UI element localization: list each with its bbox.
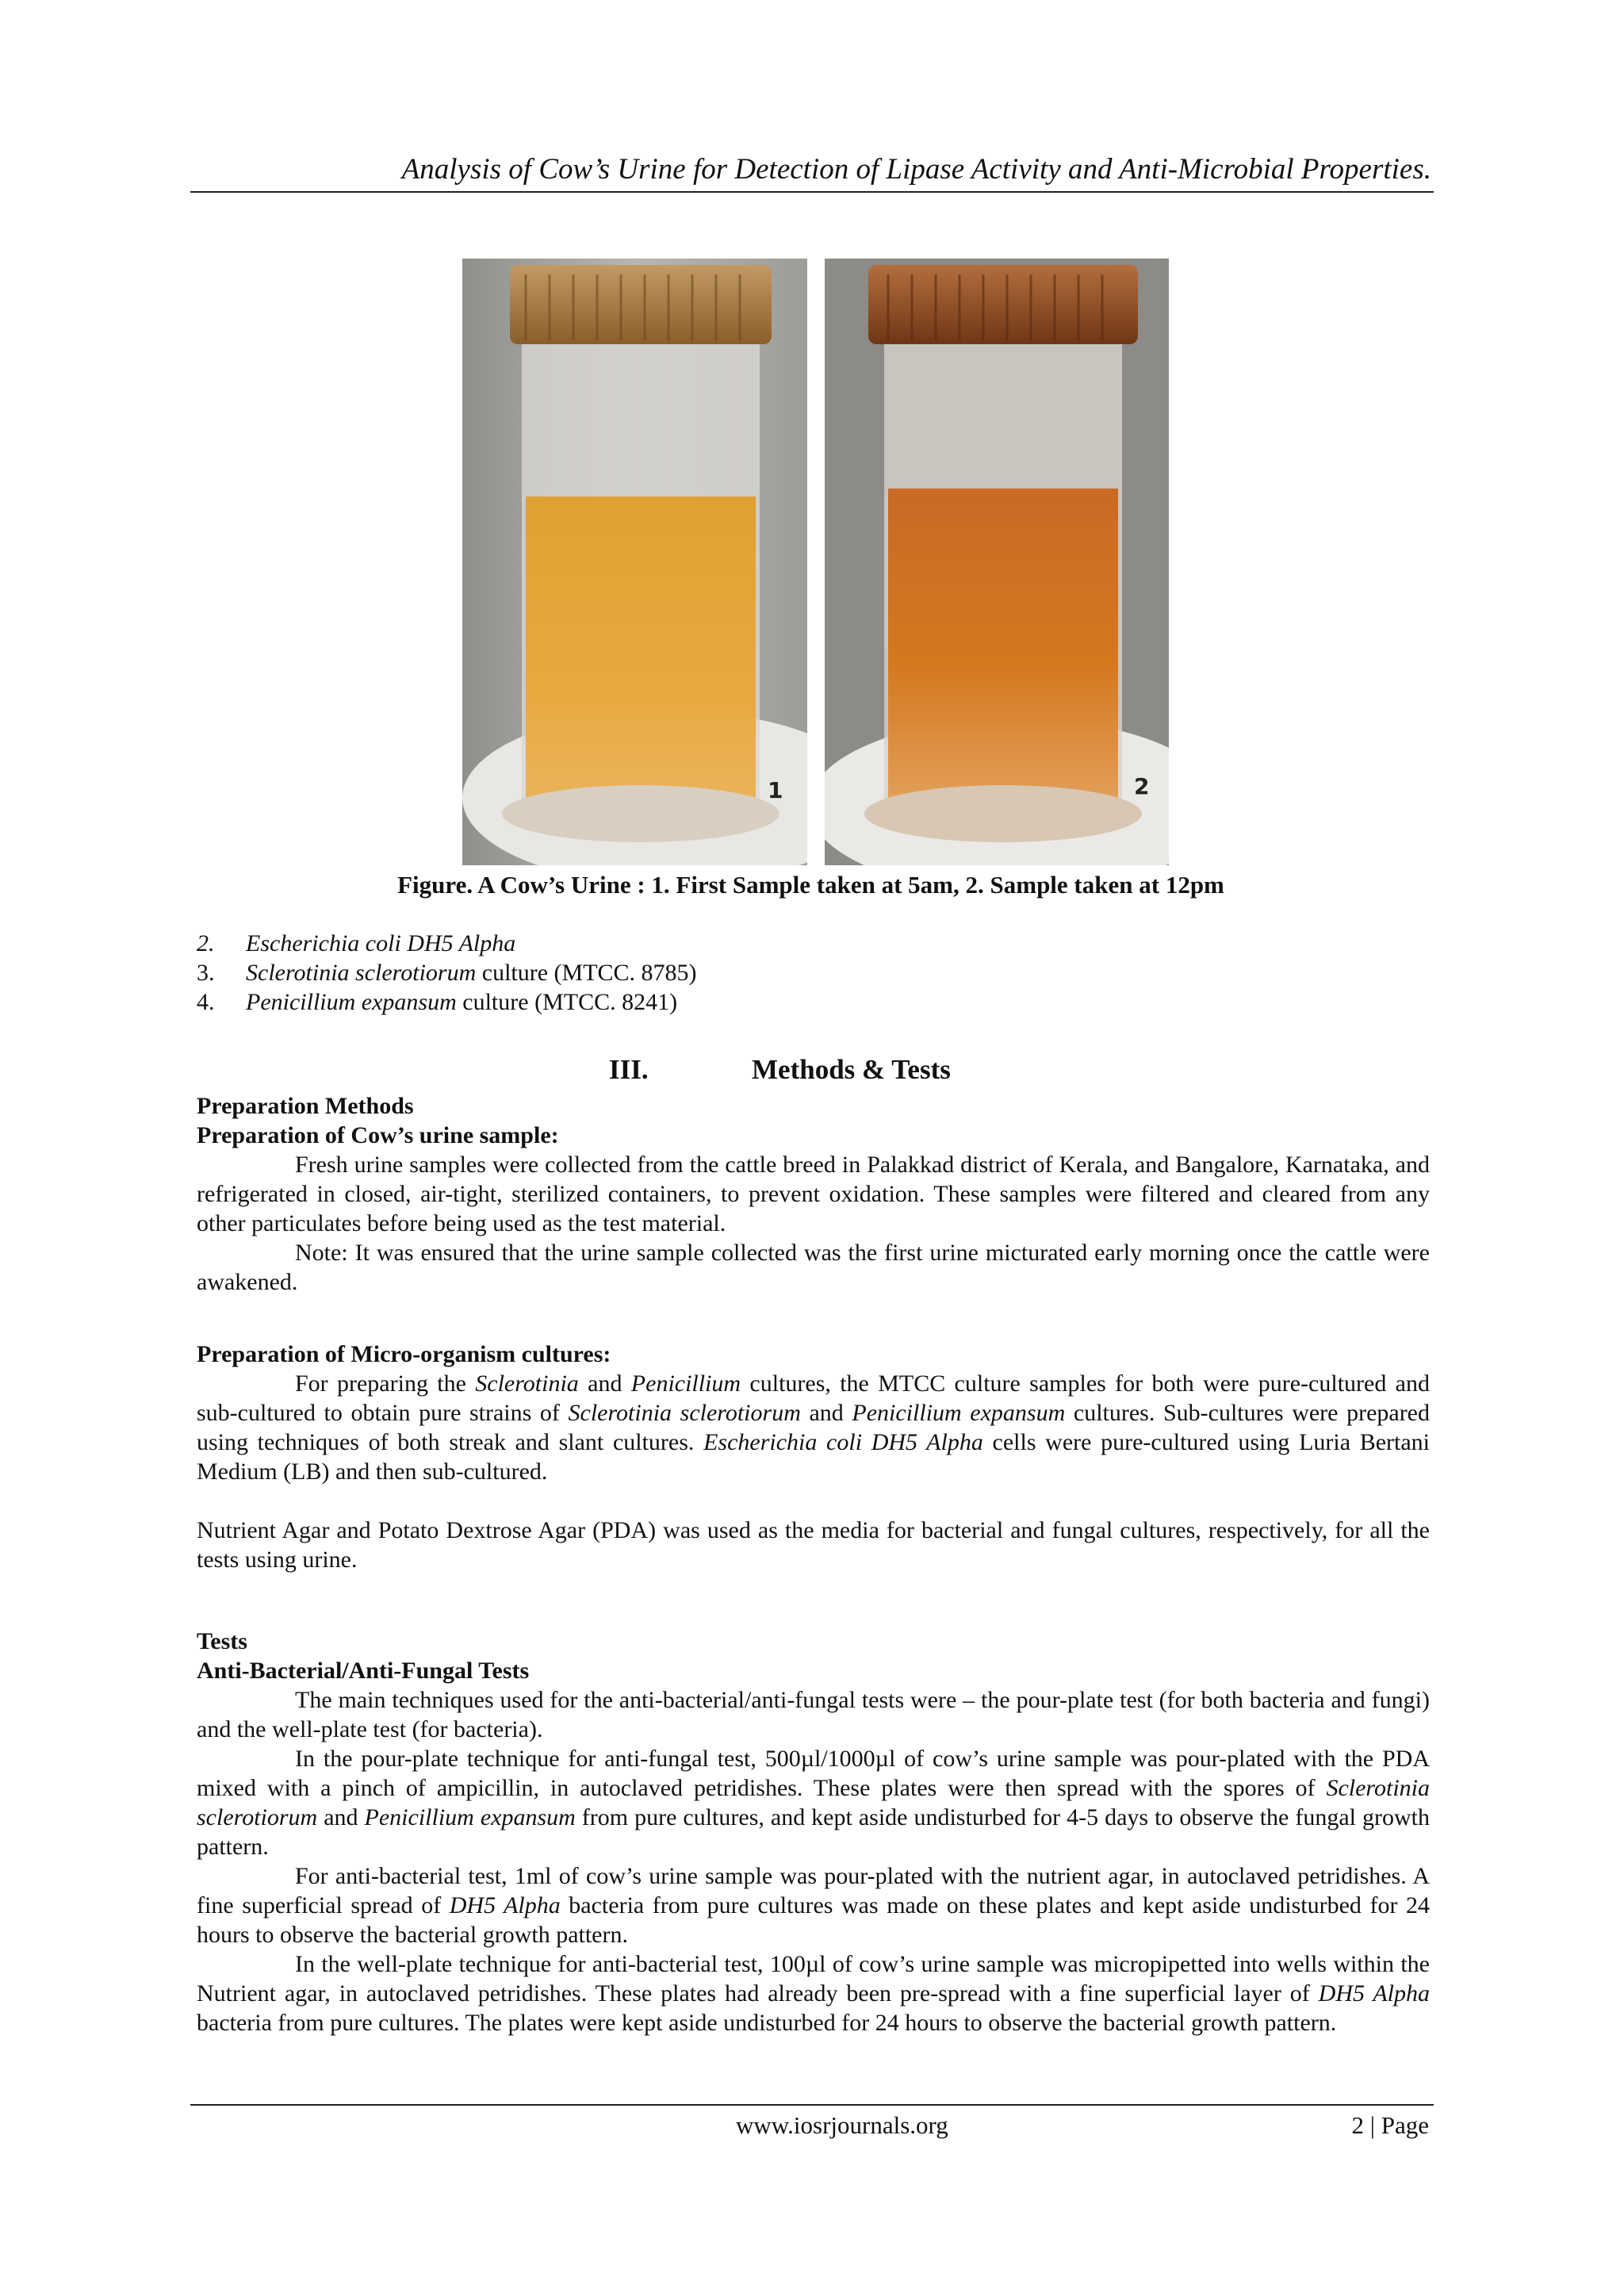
subheading-cultures: Preparation of Micro-organism cultures:	[197, 1341, 611, 1367]
section-number: III.	[609, 1054, 649, 1085]
list-item: 2. Escherichia coli DH5 Alpha	[197, 930, 516, 956]
materials-list	[197, 929, 697, 1017]
note-paragraph: Note: It was ensured that the urine sample collected was the first urine micturated early morning once the cattle were awakened.	[197, 1240, 1430, 1295]
paragraph: For preparing the Sclerotinia and Penicillium cultures, the MTCC culture samples for both were pure-cultured and sub-cultured to obtain pure strains of Sclerotinia sclerotiorum and Penicillium expansum cultures. Sub-cultures were prepared using techniques of both streak and slant cultures. Escherichia coli DH5 Alpha cells were pure-cultured using Luria Bertani Medium (LB) and then sub-cultured.	[197, 1370, 1431, 1485]
paragraph: The main techniques used for the anti-bacterial/anti-fungal tests were – the pour-plate test (for both bacteria and fungi) and the well-plate test (for bacteria).	[197, 1687, 1430, 1742]
tests-block	[197, 1627, 1430, 2037]
footer-url: www.iosrjournals.org	[736, 2111, 948, 2139]
paragraph: In the pour-plate technique for anti-fungal test, 500µl/1000µl of cow’s urine sample was pour-plated with the PDA mixed with a pinch of ampicillin, in autoclaved petridishes. These plates were then spread with the spores of Sclerotinia sclerotiorum and Penicillium expansum from pure cultures, and kept aside undisturbed for 4-5 days to observe the fungal growth pattern.	[197, 1746, 1430, 1860]
subheading-anti-microbial-tests: Anti-Bacterial/Anti-Fungal Tests	[197, 1658, 530, 1684]
subheading-urine-sample: Preparation of Cow’s urine sample:	[197, 1122, 559, 1148]
footer-rule	[190, 2104, 1434, 2106]
urine-sample-photo-2	[825, 259, 1169, 865]
list-item: 4. Penicillium expansum culture (MTCC. 8241)	[197, 989, 678, 1015]
header-rule	[190, 191, 1434, 193]
page-number: 2 | Page	[1351, 2111, 1429, 2139]
photo-1-number-label: 1	[768, 777, 783, 803]
section-title: Methods & Tests	[752, 1054, 951, 1085]
urine-sample-photo-1	[462, 259, 807, 865]
running-header: Analysis of Cow’s Urine for Detection of Lipase Activity and Anti-Microbial Properties.	[401, 153, 1431, 186]
photo-2-number-label: 2	[1134, 773, 1150, 799]
paragraph: For anti-bacterial test, 1ml of cow’s urine sample was pour-plated with the nutrient agar, in autoclaved petridishes. A fine superficial spread of DH5 Alpha bacteria from pure cultures was made on these plates and kept aside undisturbed for 24 hours to observe the bacterial growth pattern.	[197, 1863, 1430, 1948]
culture-prep-block	[197, 1340, 1430, 1574]
subheading-tests: Tests	[197, 1628, 247, 1654]
subheading-preparation-methods: Preparation Methods	[197, 1093, 414, 1119]
paragraph: In the well-plate technique for anti-bacterial test, 100µl of cow’s urine sample was micropipetted into wells within the Nutrient agar, in autoclaved petridishes. These plates had already been pre-spread with a fine superficial layer of DH5 Alpha bacteria from pure cultures. The plates were kept aside undisturbed for 24 hours to observe the bacterial growth pattern.	[197, 1951, 1431, 2036]
figure-caption: Figure. A Cow’s Urine : 1. First Sample taken at 5am, 2. Sample taken at 12pm	[397, 871, 1224, 899]
urine-prep-block	[197, 1091, 1430, 1297]
paragraph: Nutrient Agar and Potato Dextrose Agar (PDA) was used as the media for bacterial and fungal cultures, respectively, for all the tests using urine.	[197, 1517, 1430, 1573]
paragraph: Fresh urine samples were collected from the cattle breed in Palakkad district of Kerala, and Bangalore, Karnataka, and refrigerated in closed, air-tight, sterilized containers, to prevent oxidation. These samples were filtered and cleared from any other particulates before being used as the test material.	[197, 1152, 1430, 1236]
list-item: 3. Sclerotinia sclerotiorum culture (MTCC. 8785)	[197, 960, 697, 986]
